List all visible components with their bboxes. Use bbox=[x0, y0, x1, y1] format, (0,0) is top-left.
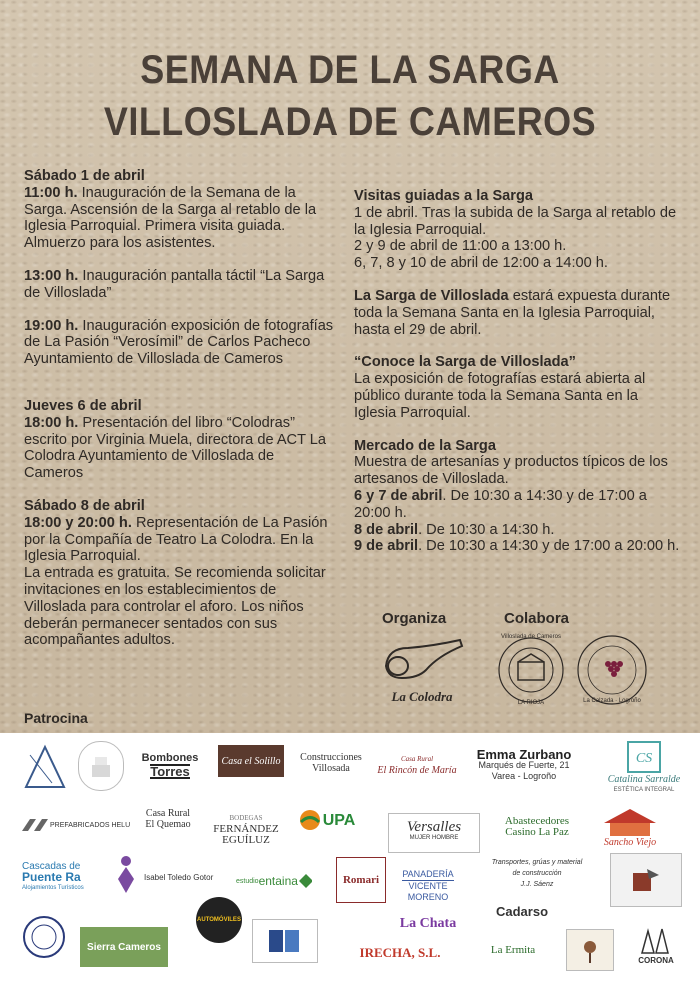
sponsor-triangle-logo bbox=[22, 743, 68, 791]
corona-label: CORONA bbox=[638, 955, 674, 965]
villoslada-seal-logo bbox=[496, 632, 566, 708]
schedule-hours: . De 10:30 a 14:30 y de 17:00 a 20:00 h. bbox=[418, 538, 680, 555]
torres-label: Torres bbox=[150, 764, 190, 779]
event-item bbox=[24, 415, 334, 482]
event-description: Presentación del libro “Colodras” escrito por Virginia Muela, directora de ACT La Colodra Ayuntamiento de Villoslada de Cameros bbox=[24, 414, 327, 482]
seal-text: La Calzada · Logroño bbox=[583, 698, 641, 704]
sponsor-wine-label bbox=[566, 929, 614, 971]
expo-description: estará expuesta durante toda la Semana Santa en la Iglesia Parroquial, hasta el 29 de abril. bbox=[354, 287, 671, 338]
seal-bottom-text: LA RIOJA bbox=[517, 700, 545, 706]
sponsor-versalles bbox=[388, 813, 480, 853]
sponsor-construcciones bbox=[294, 745, 368, 781]
event-block bbox=[24, 268, 334, 302]
section-heading: Mercado de la Sarga bbox=[354, 437, 496, 454]
construccion-label: de construcción bbox=[512, 869, 562, 877]
transportes-label: Transportes, grúas y material bbox=[491, 858, 583, 866]
catalina-label: Catalina Sarralde bbox=[607, 774, 681, 785]
schedule-hours: . De 10:30 a 14:30 h. bbox=[418, 521, 555, 538]
sponsor-isabel-toledo bbox=[144, 857, 230, 897]
cake-icon bbox=[86, 751, 116, 781]
casa-quemao-bottom: El Quemao bbox=[145, 819, 191, 830]
sponsor-seal-blue bbox=[22, 915, 66, 959]
sponsor-ek-logo bbox=[252, 919, 318, 963]
sponsor-sancho-viejo bbox=[596, 803, 664, 851]
casa-quemao-top: Casa Rural bbox=[145, 808, 191, 819]
program-left-column bbox=[24, 168, 334, 665]
day-block-april-6 bbox=[24, 398, 334, 482]
eguiluz-label: EGUÍLUZ bbox=[222, 833, 270, 846]
sponsor-card-logo bbox=[610, 853, 682, 907]
romari-label: Romari bbox=[342, 873, 380, 886]
sponsor-cadarso bbox=[484, 897, 560, 925]
house-icon bbox=[600, 807, 660, 837]
sponsor-fernandez-eguiluz bbox=[206, 807, 286, 851]
section-heading: “Conoce la Sarga de Villoslada” bbox=[354, 354, 576, 371]
sponsor-emma-zurbano bbox=[468, 743, 580, 787]
sponsor-cascadas bbox=[22, 857, 110, 897]
triangle-icon bbox=[22, 743, 68, 791]
visit-line: 2 y 9 de abril de 11:00 a 13:00 h. bbox=[354, 238, 567, 255]
event-description: Representación de La Pasión por la Compañía de Teatro La Colodra. En la Iglesia Parroquial. bbox=[24, 514, 328, 565]
sponsor-ireccha bbox=[338, 937, 462, 967]
vicente-moreno-label: VICENTE MORENO bbox=[407, 881, 449, 902]
cs-monogram-icon bbox=[624, 740, 664, 774]
sponsor-abastecedores bbox=[492, 809, 582, 845]
event-item bbox=[24, 318, 334, 368]
upa-emblem-icon bbox=[297, 809, 323, 831]
event-time: 18:00 h. bbox=[24, 414, 79, 431]
sponsors-panel bbox=[0, 733, 700, 989]
mercado-schedule bbox=[354, 488, 684, 522]
day-block-april-1 bbox=[24, 168, 334, 252]
versalles-sub: MUJER HOMBRE bbox=[409, 835, 459, 841]
cascadas-label: Cascadas de bbox=[22, 860, 81, 872]
abastecedores-label: Abastecedores bbox=[504, 815, 570, 827]
poster-title-line-1: SEMANA DE LA SARGA bbox=[140, 48, 560, 92]
emma-label: Emma Zurbano bbox=[476, 746, 572, 762]
diamond-icon bbox=[298, 873, 312, 889]
conoce-block bbox=[354, 354, 684, 421]
sponsor-catalina-sarralde bbox=[594, 739, 694, 797]
vine-icon bbox=[575, 935, 605, 965]
cascadas-sub: Alojamientos Turísticos bbox=[22, 884, 84, 891]
mercado-schedule bbox=[354, 522, 684, 539]
event-block bbox=[24, 318, 334, 368]
casa-solillo-label: Casa el Solillo bbox=[221, 755, 281, 767]
expo-block bbox=[354, 288, 684, 338]
sponsor-casa-quemao bbox=[140, 805, 196, 833]
sponsor-corona bbox=[628, 923, 684, 969]
bodegas-label: BODEGAS bbox=[229, 813, 263, 822]
sponsor-bombones-torres bbox=[132, 743, 208, 789]
schedule-date: 9 de abril bbox=[354, 538, 419, 555]
schedule-date: 8 de abril bbox=[354, 521, 419, 538]
organiza-label: Organiza bbox=[382, 610, 447, 627]
sponsor-romari bbox=[336, 857, 386, 903]
construcciones-sub: Villosada bbox=[312, 763, 350, 774]
schedule-hours: . De 10:30 a 14:30 y de 17:00 a 20:00 h. bbox=[354, 487, 647, 521]
visit-line: 1 de abril. Tras la subida de la Sarga al retablo de la Iglesia Parroquial. bbox=[354, 204, 677, 238]
event-item bbox=[24, 268, 334, 302]
sponsor-panaderia bbox=[390, 869, 466, 903]
puente-ra-label: Puente Ra bbox=[22, 869, 81, 884]
event-item bbox=[24, 185, 334, 252]
sponsor-wedding-logo bbox=[78, 741, 124, 791]
prefabricados-label: PREFABRICADOS HELU bbox=[50, 821, 131, 829]
event-description: Inauguración pantalla táctil “La Sarga de Villoslada” bbox=[24, 267, 325, 301]
calzada-logroño-logo bbox=[574, 632, 650, 708]
horn-icon bbox=[378, 636, 466, 686]
estudio-label: estudio bbox=[236, 877, 259, 885]
upa-label: UPA bbox=[322, 811, 356, 829]
versalles-label: Versalles bbox=[406, 819, 462, 835]
visit-line: 6, 7, 8 y 10 de abril de 12:00 a 14:00 h. bbox=[354, 255, 608, 272]
day-block-april-8 bbox=[24, 498, 334, 649]
mercado-schedule bbox=[354, 538, 684, 555]
ireccha-label: IRECHA, S.L. bbox=[359, 944, 441, 960]
sponsor-transportes bbox=[472, 855, 602, 891]
program-right-column bbox=[354, 188, 684, 571]
day-heading: Sábado 1 de abril bbox=[24, 168, 145, 184]
section-heading: Visitas guiadas a la Sarga bbox=[354, 188, 534, 204]
sponsor-entaina bbox=[236, 867, 312, 895]
trowel-icon bbox=[631, 865, 661, 895]
event-time: 19:00 h. bbox=[24, 317, 79, 334]
la-colodra-logo bbox=[378, 636, 466, 706]
catalina-sub: ESTÉTICA INTEGRAL bbox=[613, 787, 675, 793]
h-blocks-icon bbox=[20, 813, 50, 837]
sponsor-sierra-cameros bbox=[80, 927, 168, 967]
jj-saenz-label: J.J. Sáenz bbox=[520, 880, 554, 888]
event-time: 11:00 h. bbox=[24, 184, 78, 201]
colabora-label: Colabora bbox=[504, 610, 570, 627]
cadarso-label: Cadarso bbox=[495, 903, 549, 919]
sancho-label: Sancho Viejo bbox=[603, 836, 657, 848]
emma-address: Marqués de Fuerte, 21 bbox=[478, 759, 570, 770]
la-chata-label: La Chata bbox=[399, 915, 457, 931]
sierra-cameros-label: Sierra Cameros bbox=[87, 941, 161, 953]
round-seal-icon bbox=[22, 915, 66, 959]
sponsor-rincon-maria bbox=[372, 745, 462, 785]
seal-top-text: Villoslada de Cameros bbox=[501, 634, 561, 640]
trees-icon bbox=[634, 927, 678, 955]
svg-text:CS: CS bbox=[635, 751, 653, 766]
event-time: 18:00 y 20:00 h. bbox=[24, 514, 132, 531]
ek-monogram-icon bbox=[265, 926, 305, 956]
sponsor-la-chata bbox=[390, 911, 466, 935]
panaderia-label: PANADERÍA bbox=[402, 869, 454, 879]
mercado-text: Muestra de artesanías y productos típicos de los artesanos de Villoslada. bbox=[354, 454, 668, 488]
day-heading: Sábado 8 de abril bbox=[24, 497, 145, 514]
visitas-block bbox=[354, 188, 684, 272]
patrocina-label: Patrocina bbox=[24, 710, 88, 726]
sponsor-upa bbox=[288, 805, 364, 835]
rincon-label: El Rincón de María bbox=[377, 765, 457, 776]
sponsor-la-ermita bbox=[470, 931, 556, 969]
construcciones-label: Construcciones bbox=[300, 752, 362, 763]
grapes-seal-icon bbox=[574, 632, 650, 708]
bombones-label: Bombones bbox=[141, 752, 199, 764]
automoviles-label: AUTOMÓVILES bbox=[197, 916, 241, 923]
conoce-text: La exposición de fotografías estará abierta al público durante toda la Semana Santa en la Iglesia Parroquial. bbox=[354, 371, 646, 421]
person-icon bbox=[114, 855, 138, 895]
casino-label: Casino La Paz bbox=[505, 826, 569, 838]
sponsor-prefabricados bbox=[20, 811, 136, 839]
la-colodra-text: La Colodra bbox=[391, 689, 453, 704]
day-heading: Jueves 6 de abril bbox=[24, 397, 142, 414]
event-description: Inauguración de la Semana de la Sarga. Ascensión de la Sarga al retablo de la Iglesia Parroquial. Primera visita guiada. Almuerzo para los asistentes. bbox=[24, 184, 317, 252]
expo-highlight: La Sarga de Villoslada bbox=[354, 287, 509, 304]
rincon-top: Casa Rural bbox=[400, 755, 434, 763]
town-seal-icon bbox=[496, 632, 566, 708]
emma-city: Varea - Logroño bbox=[491, 770, 557, 781]
la-ermita-label: La Ermita bbox=[490, 943, 536, 956]
event-description: Inauguración exposición de fotografías de La Pasión “Verosímil” de Carlos Pacheco Ayuntamiento de Villoslada de Cameros bbox=[24, 317, 334, 368]
sponsor-casa-solillo bbox=[218, 745, 284, 777]
poster-title-line-2: VILLOSLADA DE CAMEROS bbox=[103, 100, 597, 144]
fernandez-label: FERNÁNDEZ bbox=[213, 822, 279, 835]
expo-text bbox=[354, 288, 684, 338]
event-item bbox=[24, 515, 334, 565]
event-note: La entrada es gratuita. Se recomienda solicitar invitaciones en los establecimientos de Villoslada para controlar el aforo. Los niños deberán permanecer sentados con sus acompañantes adultos. bbox=[24, 565, 326, 649]
event-time: 13:00 h. bbox=[24, 267, 79, 284]
sponsor-figure-logo bbox=[112, 853, 140, 897]
isabel-label: Isabel Toledo Gotor bbox=[144, 872, 214, 882]
sponsor-automoviles bbox=[196, 897, 242, 943]
entaina-label: entaina bbox=[258, 873, 298, 888]
mercado-block bbox=[354, 438, 684, 556]
schedule-date: 6 y 7 de abril bbox=[354, 487, 443, 504]
